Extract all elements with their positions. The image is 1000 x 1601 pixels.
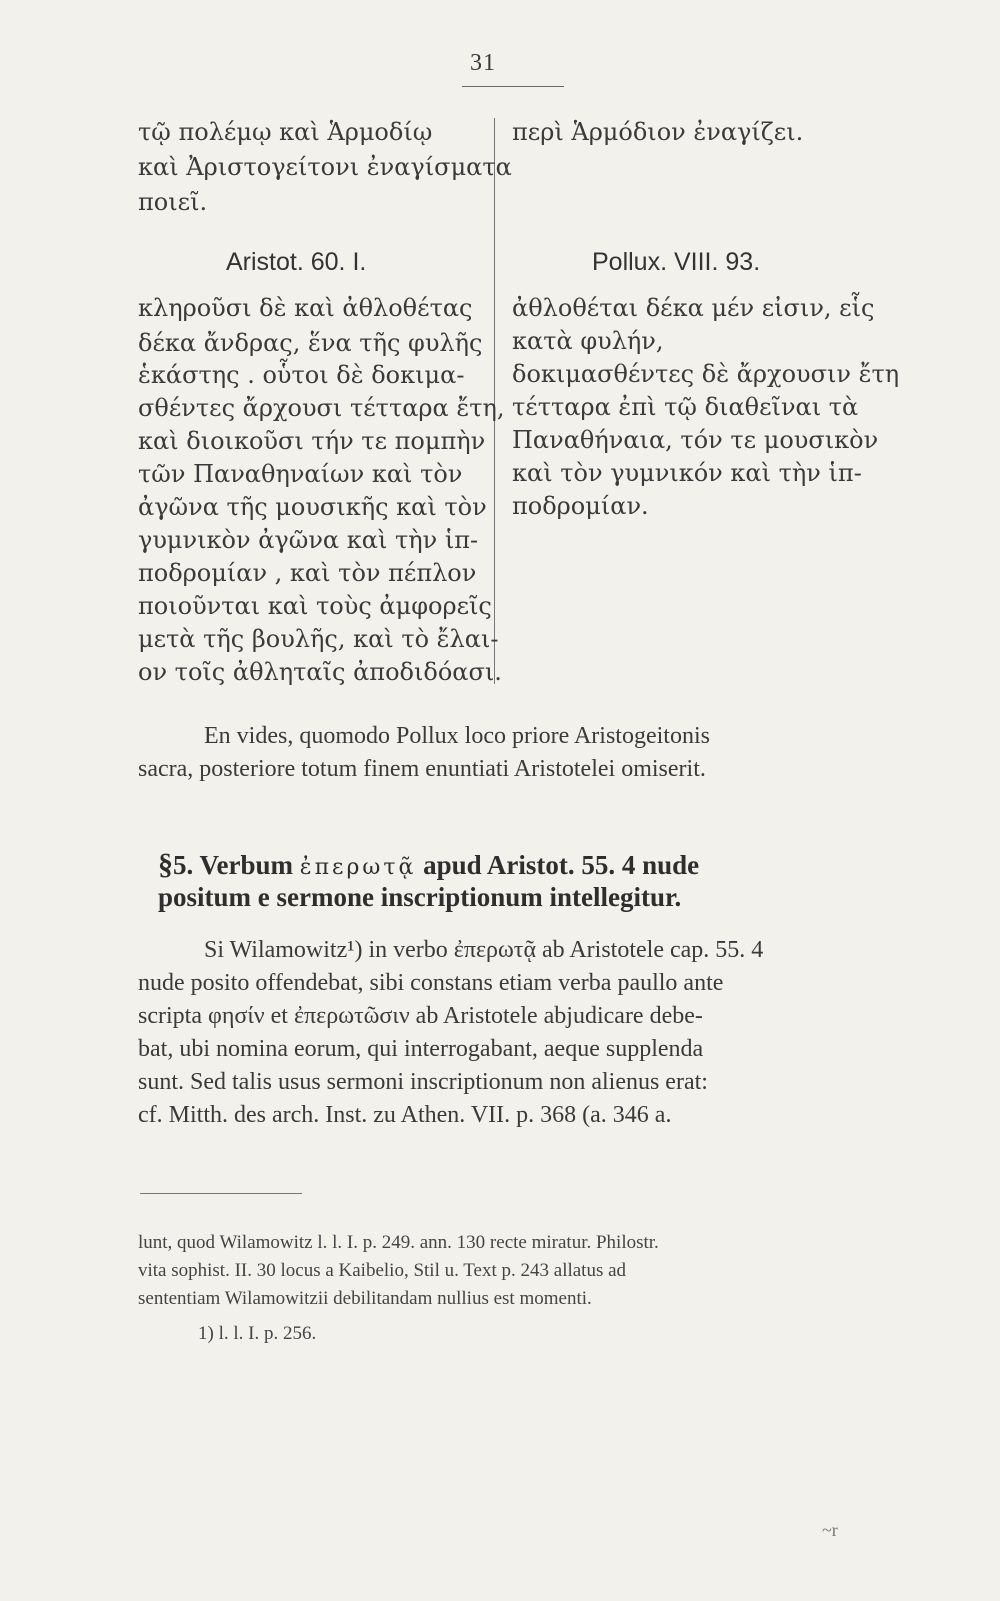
paragraph-line: nude posito offendebat, sibi constans etiam verba paullo ante [138, 970, 724, 996]
footnote-line: vita sophist. II. 30 locus a Kaibelio, Stil u. Text p. 243 allatus ad [138, 1260, 627, 1281]
left-body-line: ἀγῶνα τῆς μουσικῆς καὶ τὸν [138, 493, 487, 521]
left-intro-line: ποιεῖ. [138, 188, 208, 216]
right-body-line: ποδρομίαν. [512, 492, 649, 520]
section-heading-line-2: positum e sermone inscriptionum intellegitur. [158, 882, 682, 912]
section-heading [158, 848, 699, 882]
right-source-heading: Pollux. VIII. 93. [592, 248, 761, 276]
section-heading-text: 5. Verbum [173, 850, 300, 880]
section-sign: § [158, 848, 173, 881]
paragraph-line: En vides, quomodo Pollux loco priore Aristogeitonis [204, 723, 710, 749]
left-body-line: σθέντες ἄρχουσι τέτταρα ἔτη, [138, 394, 505, 422]
left-intro-line: τῷ πολέμῳ καὶ Ἁρμοδίῳ [138, 118, 433, 146]
left-intro-line: καὶ Ἀριστογείτονι ἐναγίσματα [138, 153, 512, 181]
right-body-line: τέτταρα ἐπὶ τῷ διαθεῖναι τὰ [512, 393, 859, 421]
left-body-line: ον τοῖς ἀθληταῖς ἀποδιδόασι. [138, 658, 502, 686]
left-body-line: τῶν Παναθηναίων καὶ τὸν [138, 460, 463, 488]
paragraph-line: sacra, posteriore totum finem enuntiati Aristotelei omiserit. [138, 756, 706, 782]
right-body-line: δοκιμασθέντες δὲ ἄρχουσιν ἔτη [512, 360, 900, 388]
footnote-1: 1) l. l. I. p. 256. [198, 1323, 317, 1344]
paragraph-line: bat, ubi nomina eorum, qui interrogabant, aeque supplenda [138, 1036, 704, 1062]
right-body-line: ἀθλοθέται δέκα μέν εἰσιν, εἷς [512, 294, 875, 322]
section-heading-text: apud Aristot. 55. 4 nude [416, 850, 700, 880]
page-number: 31 [470, 50, 496, 76]
paragraph-line: sunt. Sed talis usus sermoni inscriptionum non alienus erat: [138, 1069, 708, 1095]
left-body-line: ἑκάστης . οὗτοι δὲ δοκιμα- [138, 361, 465, 389]
left-body-line: καὶ διοικοῦσι τήν τε πομπὴν [138, 427, 486, 455]
left-body-line: κληροῦσι δὲ καὶ ἀθλοθέτας [138, 294, 473, 322]
right-body-line: καὶ τὸν γυμνικόν καὶ τὴν ἱπ- [512, 459, 862, 487]
footnote-line: sententiam Wilamowitzii debilitandam nullius est momenti. [138, 1288, 592, 1309]
paragraph-line: Si Wilamowitz¹) in verbo ἐπερωτᾷ ab Aristotele cap. 55. 4 [204, 937, 764, 963]
left-body-line: δέκα ἄνδρας, ἕνα τῆς φυλῆς [138, 329, 483, 357]
paragraph-line: cf. Mitth. des arch. Inst. zu Athen. VII. p. 368 (a. 346 a. [138, 1102, 672, 1128]
left-body-line: ποδρομίαν , καὶ τὸν πέπλον [138, 559, 477, 587]
right-body-line: Παναθήναια, τόν τε μουσικὸν [512, 426, 879, 454]
left-source-heading: Aristot. 60. I. [226, 248, 367, 276]
paragraph-line: scripta φησίν et ἐπερωτῶσιν ab Aristotele abjudicare debe- [138, 1003, 703, 1029]
right-intro-line: περὶ Ἁρμόδιον ἐναγίζει. [512, 118, 804, 146]
left-body-line: ποιοῦνται καὶ τοὺς ἀμφορεῖς [138, 592, 492, 620]
header-rule [462, 86, 564, 87]
left-body-line: μετὰ τῆς βουλῆς, καὶ τὸ ἔλαι- [138, 625, 499, 653]
left-body-line: γυμνικὸν ἀγῶνα καὶ τὴν ἱπ- [138, 526, 479, 554]
right-body-line: κατὰ φυλήν, [512, 327, 664, 355]
ink-mark: ~r [822, 1520, 838, 1540]
footnote-line: lunt, quod Wilamowitz l. l. I. p. 249. ann. 130 recte miratur. Philostr. [138, 1232, 659, 1253]
section-heading-greek: ἐπερωτᾷ [299, 855, 417, 880]
footnote-rule [140, 1193, 302, 1194]
